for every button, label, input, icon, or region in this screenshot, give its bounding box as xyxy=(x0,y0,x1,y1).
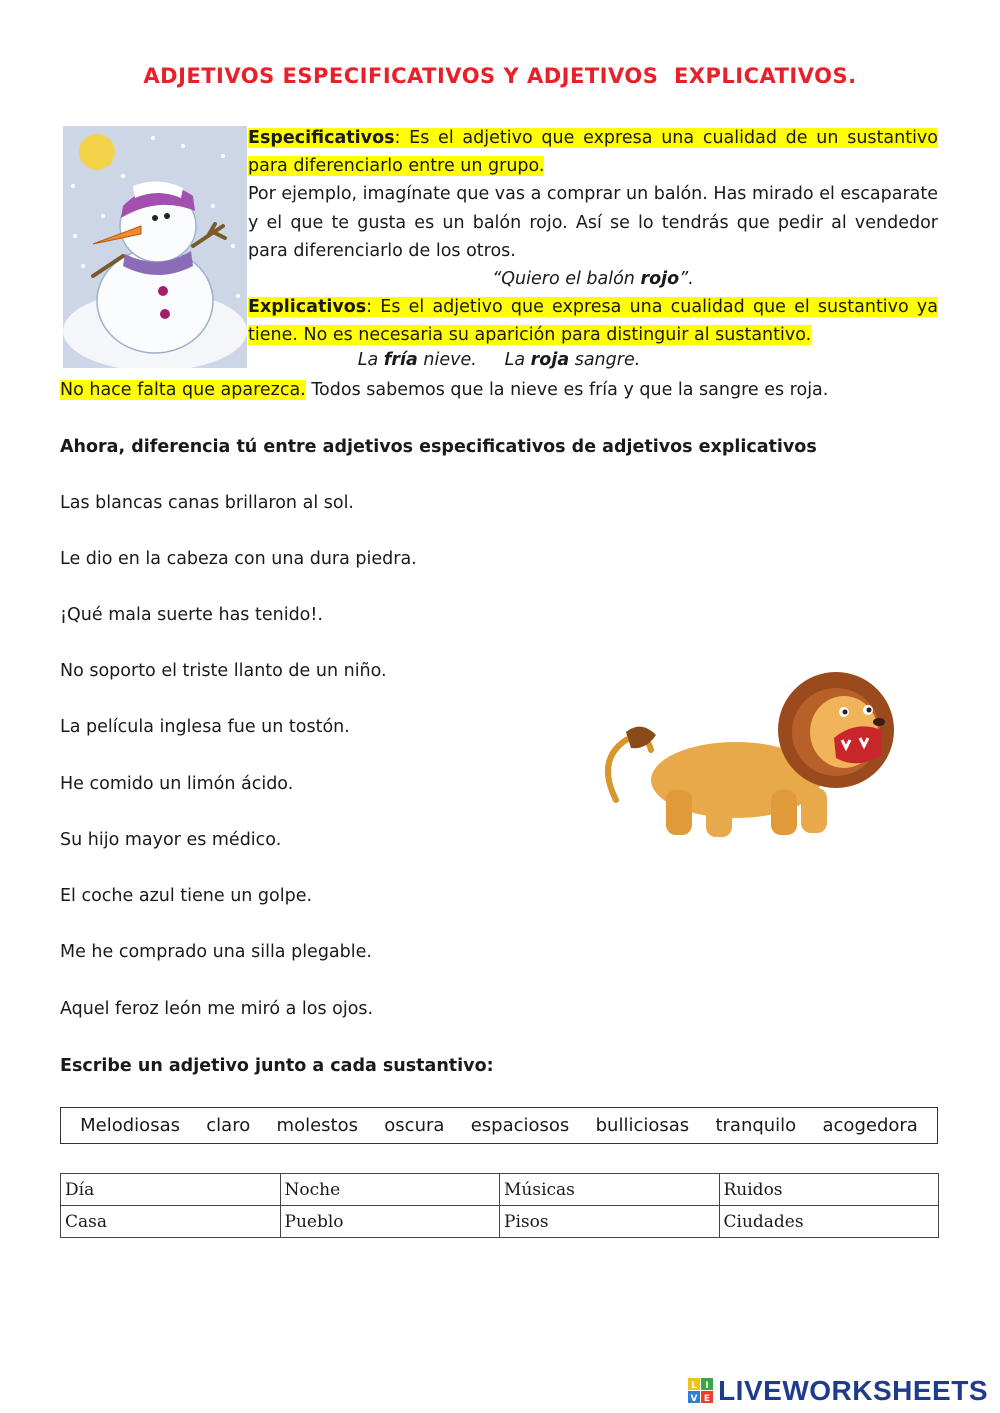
noun-cell[interactable]: Pisos xyxy=(500,1206,720,1238)
word-bank-item: Melodiosas xyxy=(80,1115,180,1136)
word-bank-item: oscura xyxy=(384,1115,445,1136)
liveworksheets-logo-icon xyxy=(688,1378,714,1404)
explicative-definition: Explicativos: Es el adjetivo que expresa una cualidad que el sustantivo ya tiene. No es necesaria su aparición para distinguir al sustantivo. xyxy=(248,297,938,346)
word-bank-item: acogedora xyxy=(822,1115,918,1136)
sentence: El coche azul tiene un golpe. xyxy=(60,886,313,906)
sentence: Las blancas canas brillaron al sol. xyxy=(60,493,354,513)
word-bank xyxy=(60,1107,938,1144)
page-title: ADJETIVOS ESPECIFICATIVOS Y ADJETIVOS EXPLICATIVOS. xyxy=(143,64,857,88)
brand-logo xyxy=(688,1375,988,1407)
noun-cell[interactable]: Noche xyxy=(280,1174,500,1206)
svg-text:L: L xyxy=(691,1381,697,1391)
svg-text:V: V xyxy=(690,1394,698,1404)
word-bank-item: espaciosos xyxy=(470,1115,570,1136)
table-row xyxy=(61,1206,939,1238)
sentence: La película inglesa fue un tostón. xyxy=(60,717,350,737)
svg-text:E: E xyxy=(704,1394,711,1404)
sentence: Su hijo mayor es médico. xyxy=(60,830,282,850)
noun-table xyxy=(60,1173,939,1238)
noun-cell[interactable]: Ruidos xyxy=(719,1174,939,1206)
brand-name: LIVEWORKSHEETS xyxy=(718,1375,988,1406)
exercise2-heading: Escribe un adjetivo junto a cada sustantivo: xyxy=(60,1056,494,1076)
noun-cell[interactable]: Músicas xyxy=(500,1174,720,1206)
noun-cell[interactable]: Casa xyxy=(61,1206,281,1238)
sentence: No soporto el triste llanto de un niño. xyxy=(60,661,387,681)
word-bank-item: tranquilo xyxy=(715,1115,797,1136)
noun-cell[interactable]: Pueblo xyxy=(280,1206,500,1238)
word-bank-item: molestos xyxy=(276,1115,358,1136)
specific-definition: Especificativos: Es el adjetivo que expresa una cualidad de un sustantivo para diferenciarlo entre un grupo. xyxy=(248,128,938,177)
exercise1-heading: Ahora, diferencia tú entre adjetivos especificativos de adjetivos explicativos xyxy=(60,437,817,457)
snowman-illustration xyxy=(63,126,247,368)
sentence: Me he comprado una silla plegable. xyxy=(60,942,372,962)
table-row xyxy=(61,1174,939,1206)
sentence: ¡Qué mala suerte has tenido!. xyxy=(60,605,323,625)
noun-cell[interactable]: Ciudades xyxy=(719,1206,939,1238)
lion-illustration xyxy=(596,660,896,850)
specific-example: Por ejemplo, imagínate que vas a comprar un balón. Has mirado el escaparate y el que te gusta es un balón rojo. Así se lo tendrás que pedir al vendedor para diferenciarlo de los otros. xyxy=(248,184,938,261)
sentence: Aquel feroz león me miró a los ojos. xyxy=(60,999,374,1019)
word-bank-item: bulliciosas xyxy=(595,1115,690,1136)
explicative-examples: La fría nieve. La roja sangre. xyxy=(357,350,641,370)
svg-text:I: I xyxy=(705,1381,709,1391)
word-bank-item: claro xyxy=(206,1115,251,1136)
intro-text xyxy=(248,124,938,350)
noun-cell[interactable]: Día xyxy=(61,1174,281,1206)
quote-example: “Quiero el balón rojo”. xyxy=(492,269,694,290)
explicative-note: No hace falta que aparezca. Todos sabemos que la nieve es fría y que la sangre es roja. xyxy=(60,380,829,400)
sentence: He comido un limón ácido. xyxy=(60,774,294,794)
sentence: Le dio en la cabeza con una dura piedra. xyxy=(60,549,417,569)
